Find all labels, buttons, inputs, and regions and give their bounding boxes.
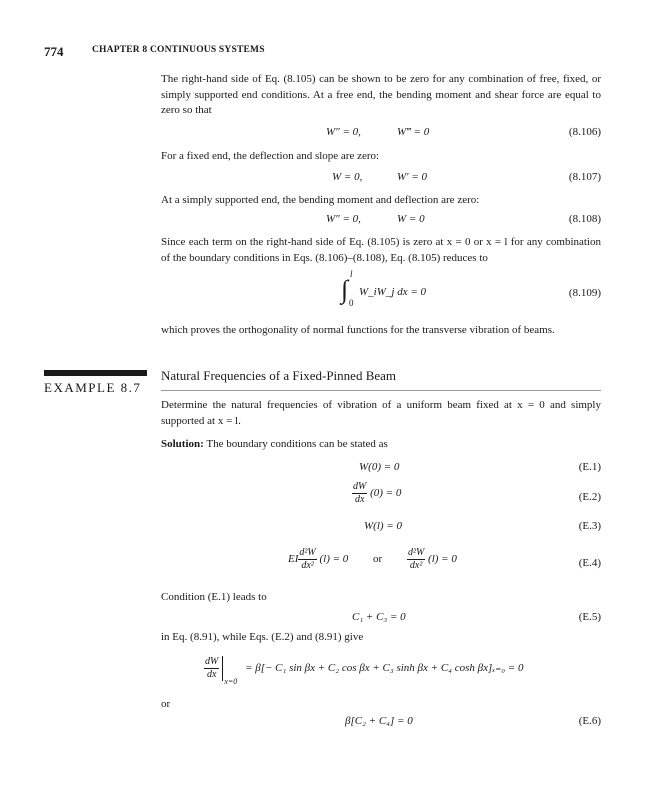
eq-8-107-number: (8.107) [568,171,601,183]
eq-8-108-left: W″ = 0, [326,213,361,225]
eq-e4-fraction-2 [407,547,425,572]
eq-e2-denominator: dx [354,494,365,505]
supported-end-text: At a simply supported end, the bending moment and deflection are zero: [161,194,480,206]
deriv-eq-fraction [204,656,223,681]
integral-body: W_iW_j dx = 0 [359,286,426,298]
eq-e4-prefix: EI [288,553,299,566]
deriv-eq-rest: = β[− C₁ sin βx + C₂ cos βx + C₃ sinh βx + C₄ cosh βx]ₓ₌₀ = 0 [245,662,524,675]
eq-e4-or: or [373,553,383,566]
eq-8-107-right: W′ = 0 [397,171,427,183]
chapter-header: CHAPTER 8 CONTINUOUS SYSTEMS [92,45,265,55]
eq-e4-denominator-1: dx² [301,560,314,571]
solution-text: The boundary conditions can be stated as [206,438,388,450]
example-title: Natural Frequencies of a Fixed-Pinned Beam [161,368,397,383]
fixed-end-text: For a fixed end, the deflection and slope are zero: [161,150,380,162]
eq-e4-denominator-2: dx² [409,560,423,571]
eq-e4-fraction-1 [298,547,316,572]
eq-e1-number: (E.1) [578,461,601,473]
eq-e2 [352,481,401,506]
eq-e6: β[C₂ + C₄] = 0 [345,715,413,727]
deriv-eq-denominator: dx [206,669,217,680]
deriv-eq-numerator: dW [205,656,219,667]
since-paragraph: Since each term on the right-hand side of Eq. (8.105) is zero at x = 0 or x = l for any combination of the boundary conditions in Eqs. (8.106)–(8.108), Eq. (8.105) reduces to [161,236,601,264]
eq-8-106-left: W″ = 0, [326,126,361,138]
eq-e4-rest-2: (l) = 0 [428,553,457,566]
eq-e5-number: (E.5) [578,611,601,623]
proves-text: which proves the orthogonality of normal functions for the transverse vibration of beams. [161,324,555,336]
page-number: 774 [44,44,64,59]
eq-e1: W(0) = 0 [359,461,400,473]
eq-e4-number: (E.4) [578,557,601,569]
eq-e2-rest: (0) = 0 [370,487,402,500]
eq-e4-rest-1: (l) = 0 [319,553,349,566]
integral-upper-limit: l [350,269,353,279]
eq-e4-numerator-1: d²W [299,547,316,558]
integral-lower-limit: 0 [349,298,354,308]
eq-8-108-number: (8.108) [568,213,601,225]
example-problem: Determine the natural frequencies of vibration of a uniform beam fixed at x = 0 and simply supported at x = l. [161,399,601,427]
intro-paragraph: The right-hand side of Eq. (8.105) can be shown to be zero for any combination of free, fixed, or simply supported end conditions. At a free end, the bending moment and shear force are equal to zero so that [161,73,601,117]
eq-e6-number: (E.6) [578,715,601,727]
eq-8-109-number: (8.109) [568,287,601,299]
eq-8-108-right: W = 0 [397,213,425,225]
integral-sign: ∫ [341,275,349,304]
example-rule [161,390,601,391]
deriv-eq-subscript: x=0 [224,677,238,687]
or-text: or [161,698,171,710]
eq-e4 [288,547,457,572]
solution-label: Solution: [161,438,204,450]
in-eq-text: in Eq. (8.91), while Eqs. (E.2) and (8.91) give [161,631,364,643]
solution-line [161,437,601,451]
eq-e4-numerator-2: d²W [407,547,425,558]
eq-8-106-number: (8.106) [568,126,601,138]
deriv-eq [204,656,524,687]
eq-e3-number: (E.3) [578,520,601,532]
condition-text: Condition (E.1) leads to [161,591,267,603]
example-label: EXAMPLE 8.7 [44,380,142,395]
eq-e5: C₁ + C₃ = 0 [352,611,406,623]
eq-8-106-right: W‴ = 0 [397,126,430,138]
eq-8-107-left: W = 0, [332,171,363,183]
example-bar [44,370,147,376]
eq-8-109 [341,269,426,308]
eq-e2-number: (E.2) [578,491,601,503]
eq-e2-numerator: dW [353,481,367,492]
eq-e2-fraction [352,481,367,506]
eq-e3: W(l) = 0 [364,520,402,532]
